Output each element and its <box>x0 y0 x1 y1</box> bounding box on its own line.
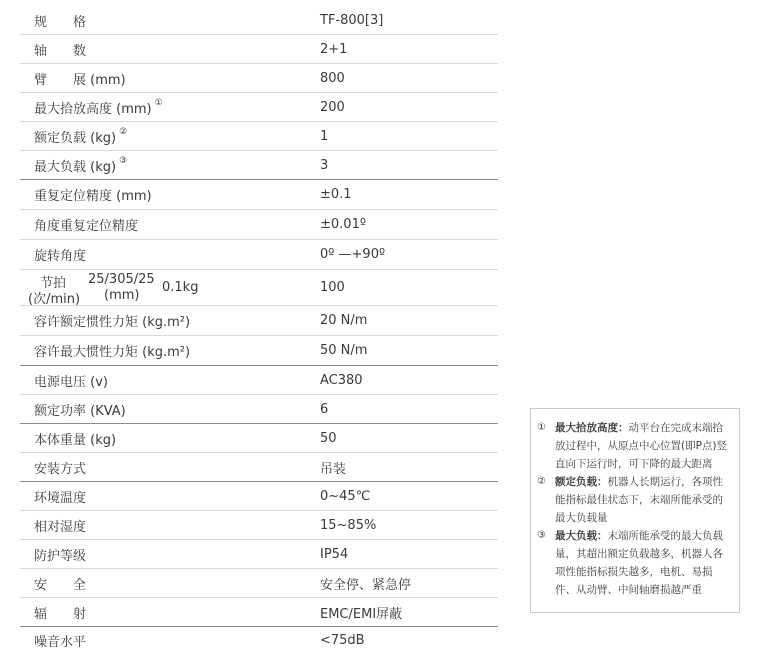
spec-value: AC380 <box>320 372 363 388</box>
spec-value: 吊装 <box>320 461 347 477</box>
footnote-marker: ② <box>119 127 128 137</box>
spec-row <box>20 511 498 540</box>
spec-value: 20 N/m <box>320 313 368 328</box>
spec-label-text: 额定负载 (kg) <box>34 130 117 146</box>
spec-row <box>20 540 498 569</box>
spec-row <box>20 151 498 180</box>
spec-row <box>20 366 498 395</box>
footnotes-box <box>530 408 740 613</box>
footnote-body: 机器人长期运行，各项性能指标最佳状态下，末端所能承受的最大负载量 <box>555 476 723 524</box>
spec-value: ±0.1 <box>320 187 352 202</box>
spec-label: 噪音水平 <box>34 634 87 650</box>
spec-row <box>20 122 498 151</box>
spec-value: 100 <box>320 280 345 295</box>
footnote-body: 动平台在完成末端拾放过程中，从原点中心位置(即P点)竖直向下运行时，可下降的最大距离 <box>555 422 728 470</box>
footnote-item <box>537 419 731 473</box>
spec-row <box>20 395 498 424</box>
footnote-title: 最大负载： <box>555 530 608 542</box>
pitch-label-unit: (次/min) <box>28 292 81 307</box>
spec-value: 安全停、紧急停 <box>320 577 412 593</box>
spec-value: 0º —+90º <box>320 247 386 262</box>
spec-value: 50 <box>320 430 337 446</box>
spec-value: 3 <box>320 157 329 173</box>
spec-value: 6 <box>320 401 329 417</box>
footnote-marker: ② <box>537 476 546 487</box>
spec-label: 防护等级 <box>34 548 87 564</box>
spec-row <box>20 64 498 93</box>
spec-label: 相对湿度 <box>34 519 87 535</box>
spec-value: 800 <box>320 70 345 86</box>
pitch-label-title: 节拍 <box>40 276 67 291</box>
spec-value: IP54 <box>320 546 349 562</box>
spec-row <box>20 424 498 453</box>
spec-row <box>20 180 498 210</box>
footnote-body: 末端所能承受的最大负载量，其超出额定负载越多，机器人各项性能指标损失越多，电机、易损件、从动臂、中间轴磨损越严重 <box>555 530 723 596</box>
spec-label: 重复定位精度 (mm) <box>34 189 152 204</box>
footnote-text <box>555 473 731 527</box>
footnote-marker: ① <box>537 422 546 433</box>
spec-row <box>20 240 498 270</box>
footnote-text <box>555 527 731 599</box>
spec-label: 容许额定惯性力矩 (kg.m²) <box>34 315 191 330</box>
spec-row <box>20 93 498 122</box>
spec-row <box>20 569 498 598</box>
footnote-item <box>537 527 731 599</box>
spec-label: 臂 展 (mm) <box>34 72 126 88</box>
spec-row <box>20 482 498 511</box>
footnote-item <box>537 473 731 527</box>
spec-value: TF-800[3] <box>320 12 384 28</box>
pitch-label-distance-unit: (mm) <box>104 288 140 303</box>
footnote-marker: ① <box>154 98 163 108</box>
pitch-label <box>20 270 310 305</box>
spec-label: 电源电压 (v) <box>34 374 108 390</box>
spec-label: 旋转角度 <box>34 249 87 264</box>
spec-row <box>20 627 498 653</box>
spec-label: 轴 数 <box>34 43 87 59</box>
spec-value: 0~45℃ <box>320 488 371 504</box>
spec-row <box>20 336 498 366</box>
footnote-marker: ③ <box>119 156 128 166</box>
footnote-text <box>555 419 731 473</box>
spec-value: 15~85% <box>320 517 377 533</box>
spec-value: 1 <box>320 128 329 144</box>
spec-value: EMC/EMI屏蔽 <box>320 606 403 622</box>
spec-label: 规 格 <box>34 14 87 30</box>
spec-row <box>20 6 498 35</box>
spec-label: 本体重量 (kg) <box>34 432 117 448</box>
spec-label-text: 最大拾放高度 (mm) <box>34 101 152 117</box>
spec-value: <75dB <box>320 632 365 648</box>
spec-label: 安 全 <box>34 577 87 593</box>
spec-row-pitch <box>20 270 498 306</box>
spec-value: ±0.01º <box>320 217 366 232</box>
spec-label: 容许最大惯性力矩 (kg.m²) <box>34 345 191 360</box>
footnote-marker: ③ <box>537 530 546 541</box>
pitch-label-distance: 25/305/25 <box>88 272 155 287</box>
footnote-title: 最大拾放高度： <box>555 422 629 434</box>
spec-label <box>34 122 127 150</box>
spec-label: 角度重复定位精度 <box>34 219 139 234</box>
spec-table <box>20 6 498 653</box>
spec-row <box>20 306 498 336</box>
spec-label <box>34 93 163 121</box>
spec-value: 2+1 <box>320 41 348 57</box>
footnote-title: 额定负载： <box>555 476 608 488</box>
spec-label: 环境温度 <box>34 490 87 506</box>
spec-label: 额定功率 (KVA) <box>34 403 126 419</box>
spec-label <box>34 151 127 179</box>
spec-label: 安装方式 <box>34 461 87 477</box>
spec-label: 辐 射 <box>34 606 87 622</box>
spec-row <box>20 210 498 240</box>
spec-row <box>20 598 498 627</box>
pitch-label-load: 0.1kg <box>162 280 199 295</box>
spec-label-text: 最大负载 (kg) <box>34 159 117 175</box>
spec-row <box>20 35 498 64</box>
spec-value: 50 N/m <box>320 343 368 358</box>
spec-row <box>20 453 498 482</box>
spec-value: 200 <box>320 99 345 115</box>
